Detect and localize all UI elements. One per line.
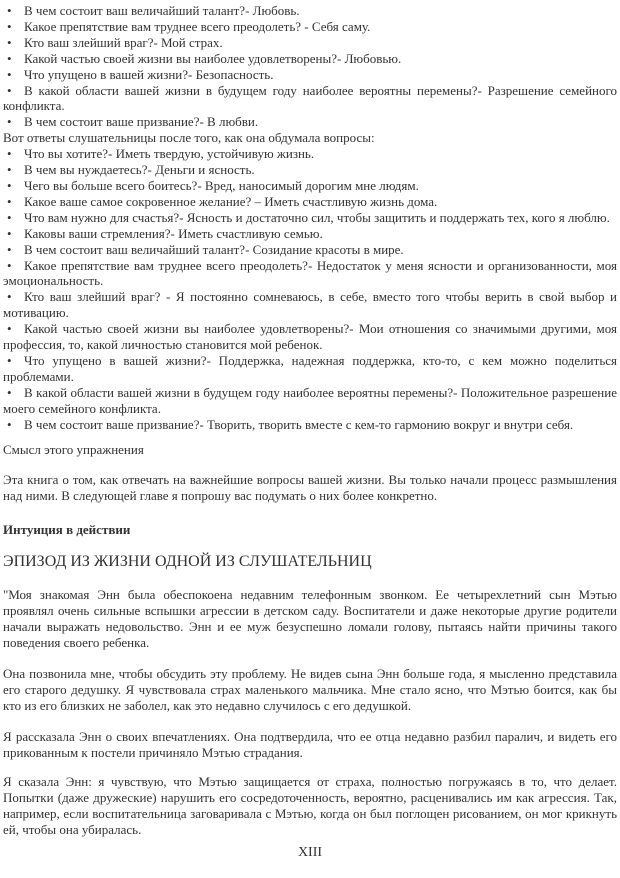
list-item: [3, 258, 617, 290]
bullet-icon: •: [7, 241, 12, 257]
bullet-icon: •: [7, 177, 12, 193]
list-item: [3, 242, 617, 258]
list-item: [3, 194, 617, 210]
list-item: [3, 385, 617, 417]
list-item-text: Что вы хотите?- Иметь твердую, устойчивую жизнь.: [24, 146, 315, 162]
list-item: [3, 3, 617, 19]
heading-episode: ЭПИЗОД ИЗ ЖИЗНИ ОДНОЙ ИЗ СЛУШАТЕЛЬНИЦ: [3, 553, 372, 571]
bullet-list-first-answers: [3, 3, 617, 130]
subheading-exercise-meaning: Смысл этого упражнения: [3, 442, 144, 458]
bullet-icon: •: [7, 257, 12, 273]
list-item-text: Какой частью своей жизни вы наиболее удовлетворены?- Мои отношения со значимыми другими, моя профессия, то, какой личностью становится мой ребенок.: [3, 321, 617, 353]
list-item: [3, 353, 617, 385]
list-item: [3, 114, 617, 130]
bullet-icon: •: [7, 146, 12, 162]
paragraph-episode-3: Я рассказала Энн о своих впечатлениях. Она подтвердила, что ее отца недавно разбил паралич, и видеть его прикованным к постели причиняло Мэтью страдания.: [3, 729, 617, 761]
list-item-text: Что упущено в вашей жизни?- Безопасность.: [24, 66, 274, 82]
list-item: [3, 210, 617, 226]
list-item-text: Чего вы больше всего боитесь?- Вред, наносимый дорогим мне людям.: [24, 177, 419, 193]
paragraph-episode-2: Она позвонила мне, чтобы обсудить эту проблему. Не видев сына Энн больше года, я мысленно представила его старого дедушку. Я чувствовала страх маленького мальчика. Мне стало ясно, что Мэтью боится, как бы кто из его близких не заболел, как это недавно случилось с его дедушкой.: [3, 665, 617, 713]
bullet-icon: •: [7, 193, 12, 209]
bullet-icon: •: [7, 209, 12, 225]
list-item-text: Что упущено в вашей жизни?- Поддержка, надежная поддержка, кто-то, с кем можно поделиться проблемами.: [3, 352, 617, 384]
list-item: [3, 321, 617, 353]
bullet-icon: •: [7, 416, 12, 432]
list-item-text: Кто ваш злейший враг?- Мой страх.: [24, 34, 223, 50]
bullet-icon: •: [7, 114, 12, 130]
list-item-text: Какое препятствие вам труднее всего преодолеть? - Себя саму.: [24, 18, 371, 34]
list-item: [3, 67, 617, 83]
list-item: [3, 162, 617, 178]
list-item: [3, 146, 617, 162]
list-item-text: Каковы ваши стремления?- Иметь счастливую семью.: [24, 225, 323, 241]
list-item-text: В какой области вашей жизни в будущем году наиболее вероятны перемены?- Разрешение семейного конфликта.: [3, 82, 617, 114]
paragraph-episode-1: "Моя знакомая Энн была обеспокоена недавним телефонным звонком. Ее четырехлетний сын Мэтью проявлял очень сильные вспышки агрессии в детском саду. Воспитатели и даже некоторые другие родители начали выражать недовольство. Энн и ее муж безуспешно ломали голову, пытаясь найти причины такого поведения своего ребенка.: [3, 587, 617, 650]
bullet-list-second-answers: [3, 146, 617, 432]
paragraph-exercise-meaning: Эта книга о том, как отвечать на важнейшие вопросы вашей жизни. Вы только начали процесс размышления над ними. В следующей главе я попрошу вас подумать о них более конкретно.: [3, 472, 617, 504]
bullet-icon: •: [7, 321, 12, 337]
bullet-icon: •: [7, 66, 12, 82]
bullet-icon: •: [7, 3, 12, 18]
list-item-text: В чем вы нуждаетесь?- Деньги и ясность.: [24, 162, 255, 178]
list-item: [3, 51, 617, 67]
intro-line: Вот ответы слушательницы после того, как она обдумала вопросы:: [3, 130, 375, 146]
list-item-text: Какое препятствие вам труднее всего преодолеть?- Недостаток у меня ясности и организованности, моя эмоциональность.: [3, 257, 617, 289]
list-item-text: Какой частью своей жизни вы наиболее удовлетворены?- Любовью.: [24, 50, 402, 66]
list-item: [3, 35, 617, 51]
bullet-icon: •: [7, 352, 12, 368]
list-item-text: Кто ваш злейший враг? - Я постоянно сомневаюсь, в себе, вместо того чтобы верить в свой выбор и мотивацию.: [3, 289, 617, 321]
list-item-text: В чем состоит ваше призвание?- Творить, творить вместе с кем-то гармонию вокруг и внутри себя.: [24, 416, 574, 432]
list-item: [3, 417, 617, 433]
list-item: [3, 289, 617, 321]
bullet-icon: •: [7, 34, 12, 50]
list-item-text: В какой области вашей жизни в будущем году наиболее вероятны перемены?- Положительное разрешение моего семейного конфликта.: [3, 384, 617, 416]
paragraph-episode-4: Я сказала Энн: я чувствую, что Мэтью защищается от страха, полностью погружаясь в то, что делает. Попытки (даже дружеские) нарушить его сосредоточенность, вероятно, расценивались им как агрессия. Так, например, если воспитательница заговаривала с Мэтью, когда он был поглощен рисованием, он мог крикнуть ей, чтобы она убиралась.: [3, 774, 617, 837]
bullet-icon: •: [7, 82, 12, 98]
heading-intuition-in-action: Интуиция в действии: [3, 522, 131, 538]
bullet-icon: •: [7, 162, 12, 178]
list-item: [3, 226, 617, 242]
list-item-text: Что вам нужно для счастья?- Ясность и достаточно сил, чтобы защитить и поддержать тех, кого я люблю.: [24, 209, 610, 225]
list-item-text: В чем состоит ваш величайший талант?- Любовь.: [24, 3, 300, 18]
bullet-icon: •: [7, 289, 12, 305]
list-item: [3, 178, 617, 194]
list-item-text: В чем состоит ваш величайший талант?- Созидание красоты в мире.: [24, 241, 404, 257]
list-item-text: Какое ваше самое сокровенное желание? – Иметь счастливую жизнь дома.: [24, 193, 438, 209]
list-item: [3, 83, 617, 115]
page-number: XIII: [297, 844, 323, 860]
bullet-icon: •: [7, 384, 12, 400]
list-item: [3, 19, 617, 35]
bullet-icon: •: [7, 50, 12, 66]
list-item-text: В чем состоит ваше призвание?- В любви.: [24, 114, 259, 130]
bullet-icon: •: [7, 225, 12, 241]
bullet-icon: •: [7, 18, 12, 34]
